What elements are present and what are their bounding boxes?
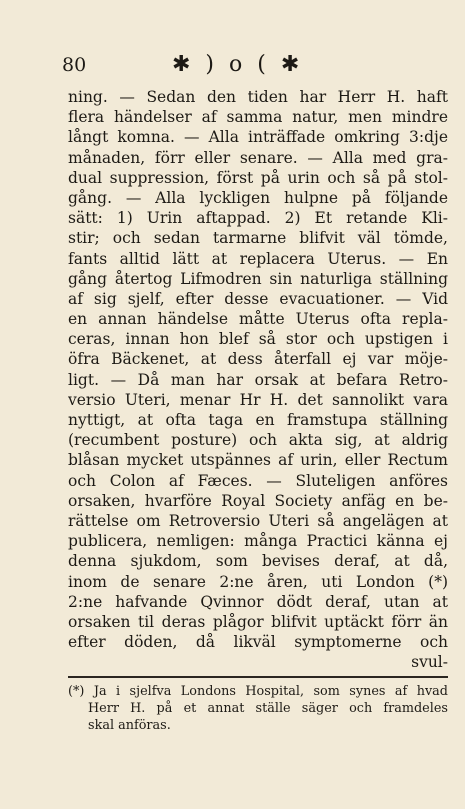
running-head-ornament: ✱ ) o ( ✱	[172, 52, 304, 77]
body-line: stir; och sedan tarmarne blifvit väl tömde,	[68, 229, 448, 248]
body-line: inom de senare 2:ne åren, uti London (*)	[68, 572, 448, 591]
footnote-line: skal anföras.	[88, 718, 171, 733]
body-line: publicera, nemligen: många Practici känna ej	[68, 532, 448, 551]
catchword: svul-	[411, 653, 448, 672]
body-line: orsaken til deras plågor blifvit uptäckt förr än	[68, 612, 448, 631]
body-line: (recumbent posture) och akta sig, at aldrig	[68, 431, 448, 450]
body-line: en annan händelse måtte Uterus ofta repla-	[68, 310, 448, 329]
body-line: 2:ne hafvande Qvinnor dödt deraf, utan at	[68, 592, 448, 611]
body-line: versio Uteri, menar Hr H. det sannolikt vara	[68, 390, 448, 409]
page-number: 80	[62, 54, 87, 76]
footnote-line: Herr H. på et annat ställe säger och framdeles	[88, 701, 448, 716]
body-line: ceras, innan hon blef så stor och upstigen i	[68, 330, 448, 349]
body-line: öfra Bäckenet, at dess återfall ej var möje-	[68, 350, 448, 369]
body-line: blåsan mycket utspännes af urin, eller Rectum	[68, 451, 448, 470]
body-text	[68, 87, 448, 672]
body-line: efter döden, då likväl symptomerne och	[68, 633, 448, 652]
body-line: orsaken, hvarföre Royal Society anfäg en be-	[68, 491, 448, 510]
page-header	[62, 52, 407, 80]
body-line: ligt. — Då man har orsak at befara Retro-	[68, 370, 448, 389]
footnote-separator	[68, 676, 448, 678]
body-line: denna sjukdom, som bevises deraf, at då,	[68, 552, 448, 571]
footnote	[68, 683, 448, 734]
body-line: gång återtog Lifmodren sin naturliga ställning	[68, 269, 448, 288]
body-line: fants alltid lätt at replacera Uterus. — En	[68, 249, 448, 268]
body-line: gång. — Alla lyckligen hulpne på följande	[68, 188, 448, 207]
body-line: nyttigt, at ofta taga en framstupa ställning	[68, 411, 448, 429]
body-line: långt komna. — Alla inträffade omkring 3:dje	[68, 128, 448, 147]
body-line: rättelse om Retroversio Uteri så angelägen at	[68, 511, 448, 530]
body-line: dual suppression, först på urin och så på stol-	[68, 168, 448, 187]
body-line: ning. — Sedan den tiden har Herr H. haft	[68, 88, 448, 106]
body-line: sätt: 1) Urin aftappad. 2) Et retande Kli-	[68, 209, 448, 228]
footnote-line: (*) Ja i sjelfva Londons Hospital, som synes af hvad	[68, 684, 448, 699]
body-line: och Colon af Fæces. — Sluteligen anföres	[68, 471, 448, 490]
body-line: månaden, förr eller senare. — Alla med gra-	[68, 148, 448, 167]
body-line: af sig sjelf, efter desse evacuationer. — Vid	[68, 289, 448, 308]
body-line: flera händelser af samma natur, men mindre	[68, 108, 448, 127]
